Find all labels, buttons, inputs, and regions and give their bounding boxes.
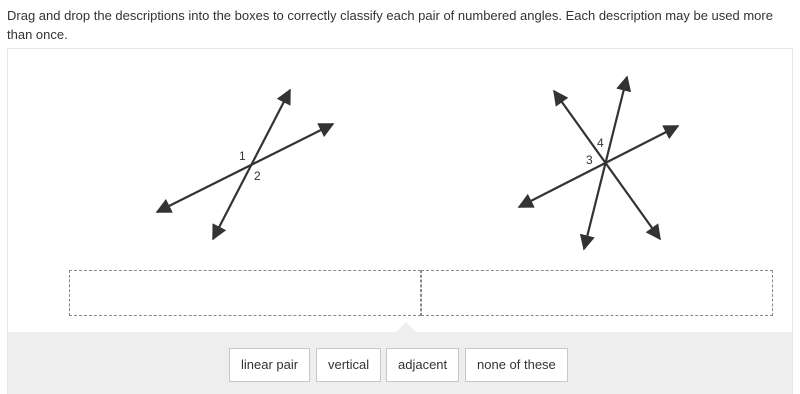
tray-pointer: [396, 322, 416, 332]
choice-vertical[interactable]: vertical: [316, 348, 381, 382]
answer-choices-tray: [8, 332, 792, 394]
angle-label-4: 4: [597, 136, 604, 150]
drop-target-left[interactable]: [69, 270, 421, 316]
question-instructions: Drag and drop the descriptions into the boxes to correctly classify each pair of numbered angles. Each description may be used more than once.: [7, 8, 773, 42]
choice-linear-pair[interactable]: linear pair: [229, 348, 310, 382]
angle-label-3: 3: [586, 153, 593, 167]
choice-none-of-these[interactable]: none of these: [465, 348, 568, 382]
line-left-shallow: [157, 124, 333, 212]
angle-label-2: 2: [254, 169, 261, 183]
line-right-descending: [554, 91, 660, 239]
choice-adjacent[interactable]: adjacent: [386, 348, 459, 382]
angle-label-1: 1: [239, 149, 246, 163]
drop-target-right[interactable]: [421, 270, 773, 316]
